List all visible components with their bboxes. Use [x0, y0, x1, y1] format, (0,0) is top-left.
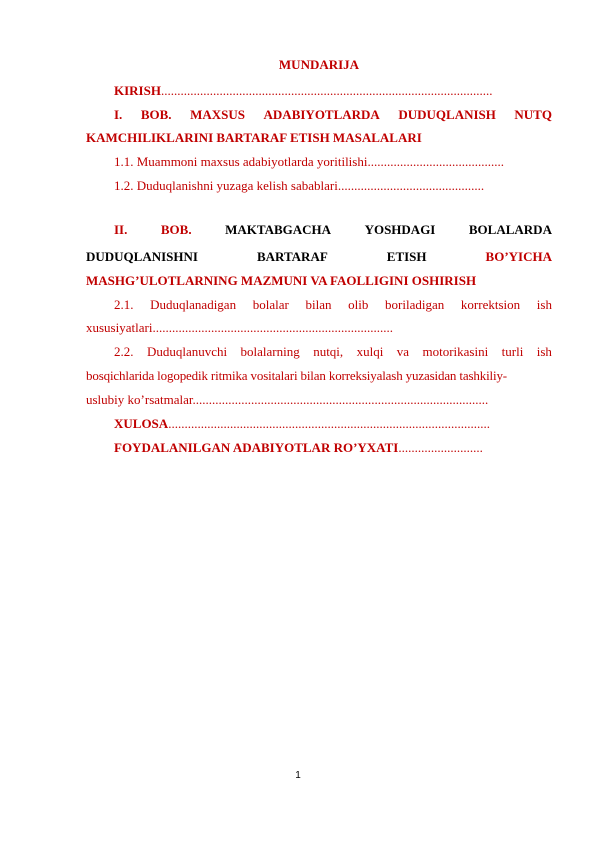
- toc-word: MAXSUS: [190, 107, 245, 122]
- toc-entry-2-2-line1[interactable]: [86, 343, 552, 360]
- toc-word: BOB.: [140, 107, 172, 122]
- toc-word: 2.2.: [114, 344, 134, 359]
- toc-label: uslubiy ko’rsatmalar: [86, 392, 193, 407]
- toc-word: va: [396, 344, 410, 359]
- toc-word: olib: [348, 297, 369, 312]
- toc-word: ETISH: [386, 249, 427, 264]
- toc-word: BARTARAF: [256, 249, 328, 264]
- toc-entry-bob2-line2[interactable]: [86, 248, 552, 265]
- toc-word: xulqi: [356, 344, 384, 359]
- toc-label: 1.2. Duduqlanishni yuzaga kelish sabablari: [114, 178, 338, 193]
- document-page: [86, 0, 552, 842]
- toc-leader: .............................................: [337, 178, 485, 193]
- toc-entry-1-1[interactable]: [86, 153, 552, 170]
- toc-word: DUDUQLANISHNI: [86, 249, 198, 264]
- toc-word: ish: [536, 297, 552, 312]
- toc-word: korrektsion: [460, 297, 521, 312]
- toc-word: BOLALARDA: [468, 222, 552, 237]
- toc-word: boriladigan: [385, 297, 445, 312]
- toc-label: xususiyatlari: [86, 320, 153, 335]
- toc-word: MAKTABGACHA: [225, 222, 332, 237]
- toc-word: YOSHDAGI: [364, 222, 436, 237]
- page-number: 1: [295, 770, 301, 781]
- toc-word: ADABIYOTLARDA: [263, 107, 380, 122]
- toc-entry-2-2-line2[interactable]: bosqichlarida logopedik ritmika vositalari bilan korreksiyalash yuzasidan tashkiliy-: [86, 368, 507, 383]
- toc-word: Duduqlanadigan: [150, 297, 237, 312]
- toc-label: KIRISH: [114, 83, 161, 98]
- toc-entry-bob1-line1[interactable]: [86, 106, 552, 123]
- toc-word: 2.1.: [114, 297, 134, 312]
- toc-word: DUDUQLANISH: [398, 107, 496, 122]
- document-title: MUNDARIJA: [278, 57, 360, 72]
- toc-leader: ...........................................................................................: [192, 392, 489, 407]
- toc-leader: ..........................................: [367, 154, 504, 169]
- toc-word: nutqi,: [313, 344, 344, 359]
- toc-word: I.: [114, 107, 123, 122]
- toc-word: bolalarning: [240, 344, 300, 359]
- toc-word: ish: [536, 344, 552, 359]
- toc-entry-2-1-line2[interactable]: [86, 319, 552, 336]
- toc-entry-2-1-line1[interactable]: [86, 296, 552, 313]
- toc-word: II.: [114, 222, 128, 237]
- toc-word: bolalar: [252, 297, 289, 312]
- toc-leader: ...................................................................................................: [168, 416, 490, 431]
- toc-entry-1-2[interactable]: [86, 177, 552, 194]
- toc-word: turli: [501, 344, 524, 359]
- toc-entry-bob1-line2[interactable]: KAMCHILIKLARINI BARTARAF ETISH MASALALARI: [86, 130, 422, 145]
- toc-entry-xulosa[interactable]: [86, 415, 552, 432]
- toc-label: XULOSA: [114, 416, 169, 431]
- toc-entry-bob2-line3[interactable]: MASHG’ULOTLARNING MAZMUNI VA FAOLLIGINI OSHIRISH: [86, 273, 477, 288]
- toc-word: NUTQ: [514, 107, 552, 122]
- toc-entry-foydalanilgan[interactable]: [86, 439, 552, 456]
- toc-word: BO’YICHA: [485, 249, 552, 264]
- toc-word: BOB.: [160, 222, 192, 237]
- toc-entry-2-2-line3[interactable]: [86, 391, 552, 408]
- toc-word: bilan: [305, 297, 332, 312]
- toc-leader: ......................................................................................................: [160, 83, 493, 98]
- toc-label: 1.1. Muammoni maxsus adabiyotlarda yoritilishi: [114, 154, 368, 169]
- toc-word: motorikasini: [422, 344, 489, 359]
- toc-word: Duduqlanuvchi: [146, 344, 228, 359]
- toc-label: FOYDALANILGAN ADABIYOTLAR RO’YXATI: [114, 440, 399, 455]
- toc-entry-kirish[interactable]: [86, 82, 552, 99]
- toc-entry-bob2-line1[interactable]: [86, 221, 552, 238]
- toc-leader: ..........................................................................: [152, 320, 393, 335]
- toc-leader: ..........................: [398, 440, 483, 455]
